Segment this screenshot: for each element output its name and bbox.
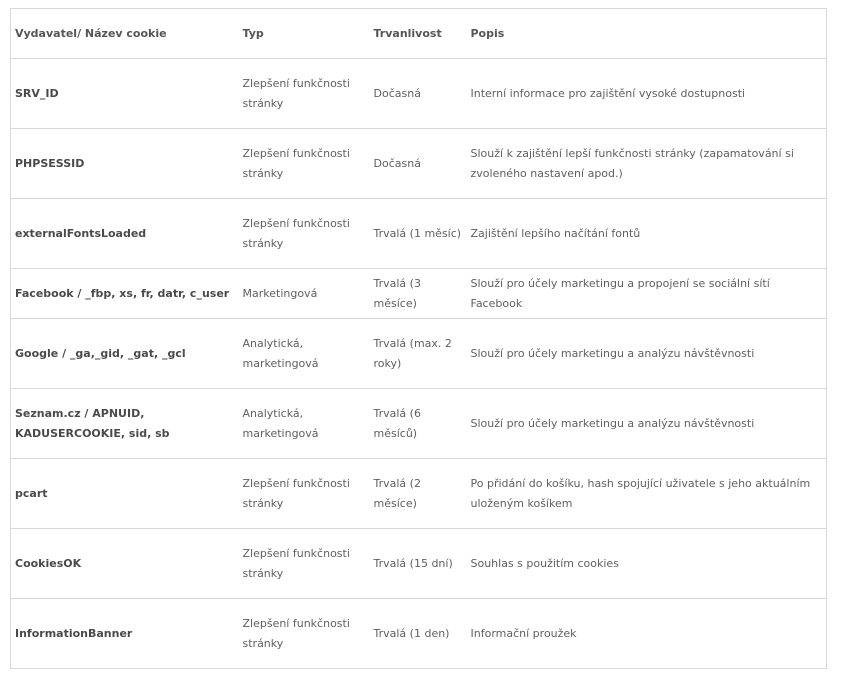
cookie-type: Zlepšení funkčnosti stránky xyxy=(239,59,370,129)
cookie-duration: Trvalá (6 měsíců) xyxy=(370,389,467,459)
cookie-name: Seznam.cz / APNUID, KADUSERCOOKIE, sid, sb xyxy=(11,389,239,459)
table-header-row xyxy=(11,9,827,59)
cookie-name: Google / _ga,_gid, _gat, _gcl xyxy=(11,319,239,389)
cookie-name: externalFontsLoaded xyxy=(11,199,239,269)
header-description: Popis xyxy=(467,9,827,59)
cookie-type: Analytická, marketingová xyxy=(239,389,370,459)
cookie-type: Analytická, marketingová xyxy=(239,319,370,389)
cookie-duration: Trvalá (15 dní) xyxy=(370,529,467,599)
cookie-name: SRV_ID xyxy=(11,59,239,129)
cookie-description: Po přidání do košíku, hash spojující uživatele s jeho aktuálním uloženým košíkem xyxy=(467,459,827,529)
cookie-type: Marketingová xyxy=(239,269,370,319)
table-row xyxy=(11,129,827,199)
cookie-duration: Dočasná xyxy=(370,59,467,129)
cookie-name: CookiesOK xyxy=(11,529,239,599)
cookie-type: Zlepšení funkčnosti stránky xyxy=(239,129,370,199)
cookie-description: Slouží pro účely marketingu a analýzu návštěvnosti xyxy=(467,319,827,389)
cookie-duration: Trvalá (max. 2 roky) xyxy=(370,319,467,389)
cookie-type: Zlepšení funkčnosti stránky xyxy=(239,529,370,599)
table-row xyxy=(11,59,827,129)
cookie-type: Zlepšení funkčnosti stránky xyxy=(239,459,370,529)
cookie-description: Slouží pro účely marketingu a propojení se sociální sítí Facebook xyxy=(467,269,827,319)
cookie-description: Informační proužek xyxy=(467,599,827,669)
table-row xyxy=(11,389,827,459)
cookie-name: Facebook / _fbp, xs, fr, datr, c_user xyxy=(11,269,239,319)
header-duration: Trvanlivost xyxy=(370,9,467,59)
cookie-description: Slouží pro účely marketingu a analýzu návštěvnosti xyxy=(467,389,827,459)
cookie-description: Slouží k zajištění lepší funkčnosti stránky (zapamatování si zvoleného nastavení apod.) xyxy=(467,129,827,199)
cookie-name: PHPSESSID xyxy=(11,129,239,199)
header-publisher-cookie-name: Vydavatel/ Název cookie xyxy=(11,9,239,59)
cookie-description: Interní informace pro zajištění vysoké dostupnosti xyxy=(467,59,827,129)
cookie-description: Zajištění lepšího načítání fontů xyxy=(467,199,827,269)
cookie-description: Souhlas s použitím cookies xyxy=(467,529,827,599)
cookie-name: InformationBanner xyxy=(11,599,239,669)
cookie-name: pcart xyxy=(11,459,239,529)
cookie-duration: Trvalá (1 den) xyxy=(370,599,467,669)
cookie-duration: Trvalá (3 měsíce) xyxy=(370,269,467,319)
table-row xyxy=(11,529,827,599)
cookie-duration: Dočasná xyxy=(370,129,467,199)
table-row xyxy=(11,199,827,269)
table-row xyxy=(11,269,827,319)
cookie-duration: Trvalá (1 měsíc) xyxy=(370,199,467,269)
cookie-type: Zlepšení funkčnosti stránky xyxy=(239,599,370,669)
cookie-table xyxy=(10,8,827,669)
table-row xyxy=(11,459,827,529)
header-type: Typ xyxy=(239,9,370,59)
table-row xyxy=(11,599,827,669)
cookie-table-container xyxy=(10,8,826,669)
cookie-duration: Trvalá (2 měsíce) xyxy=(370,459,467,529)
table-row xyxy=(11,319,827,389)
cookie-type: Zlepšení funkčnosti stránky xyxy=(239,199,370,269)
